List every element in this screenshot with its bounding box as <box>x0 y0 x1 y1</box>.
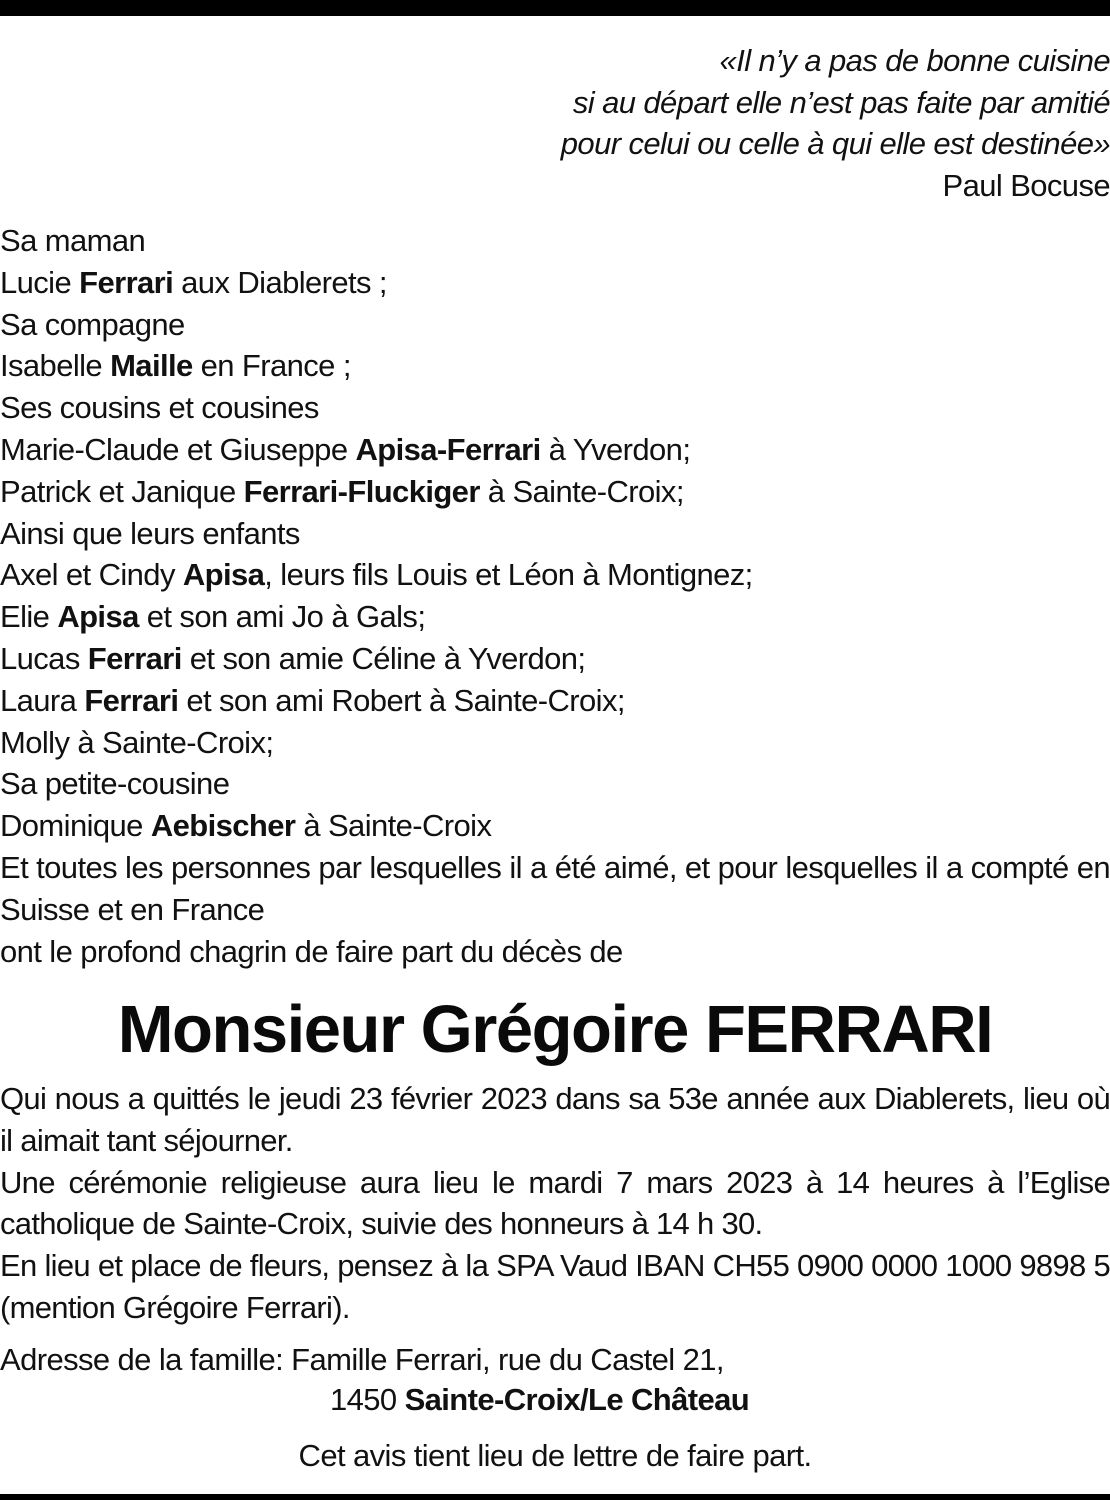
family-surname: Ferrari <box>84 682 179 718</box>
family-surname: Apisa <box>57 599 139 635</box>
family-line: Axel et Cindy Apisa, leurs fils Louis et Léon à Montignez; <box>0 557 753 593</box>
quote-author: Paul Bocuse <box>942 167 1110 203</box>
family-line: Sa compagne <box>0 306 185 342</box>
family-announcement <box>0 220 1110 972</box>
details-paragraph: En lieu et place de fleurs, pensez à la SPA Vaud IBAN CH55 0900 0000 1000 9898 5 (mention Grégoire Ferrari). <box>0 1248 1110 1325</box>
address-locality: Sainte-Croix/Le Château <box>404 1382 750 1417</box>
death-details <box>0 1078 1110 1329</box>
family-line: Isabelle Maille en France ; <box>0 348 351 384</box>
family-line: Lucas Ferrari et son amie Céline à Yverdon; <box>0 640 586 676</box>
details-paragraph: Qui nous a quittés le jeudi 23 février 2023 dans sa 53e année aux Diablerets, lieu où il aimait tant séjourner. <box>0 1081 1110 1158</box>
family-line: Lucie Ferrari aux Diablerets ; <box>0 264 387 300</box>
family-surname: Apisa-Ferrari <box>355 431 541 467</box>
family-address <box>0 1340 1110 1420</box>
family-line: Molly à Sainte-Croix; <box>0 724 274 760</box>
family-surname: Apisa <box>182 557 265 593</box>
address-line: Adresse de la famille: Famille Ferrari, rue du Castel 21, <box>0 1342 724 1377</box>
family-line: Laura Ferrari et son ami Robert à Sainte-Croix; <box>0 682 625 718</box>
closing-note: Cet avis tient lieu de lettre de faire part. <box>298 1438 812 1473</box>
epigraph-quote <box>410 40 1110 206</box>
family-surname: Maille <box>110 348 193 384</box>
family-line: Sa petite-cousine <box>0 766 230 802</box>
details-paragraph: Une cérémonie religieuse aura lieu le mardi 7 mars 2023 à 14 heures à l’Eglise catholique de Sainte-Croix, suivie des honneurs à 14 h 30. <box>0 1164 1110 1242</box>
bottom-rule <box>0 1494 1110 1500</box>
top-rule <box>0 0 1110 16</box>
family-surname: Ferrari <box>79 264 174 300</box>
quote-line: «Il n’y a pas de bonne cuisine <box>719 43 1110 78</box>
family-line: ont le profond chagrin de faire part du décès de <box>0 933 623 969</box>
family-line: Marie-Claude et Giuseppe Apisa-Ferrari à Yverdon; <box>0 431 691 467</box>
family-surname: Ferrari <box>87 640 182 676</box>
quote-line: si au départ elle n’est pas faite par amitié <box>572 84 1110 120</box>
deceased-name-heading: Monsieur Grégoire FERRARI <box>117 992 993 1067</box>
family-line: Et toutes les personnes par lesquelles il a été aimé, et pour lesquelles il a compté en Suisse et en France <box>0 849 1110 927</box>
family-surname: Aebischer <box>150 808 296 844</box>
address-line: 1450 Sainte-Croix/Le Château <box>330 1382 750 1417</box>
family-line: Elie Apisa et son ami Jo à Gals; <box>0 599 426 635</box>
family-line: Ses cousins et cousines <box>0 390 319 426</box>
family-line: Dominique Aebischer à Sainte-Croix <box>0 808 492 844</box>
quote-line: pour celui ou celle à qui elle est destinée» <box>560 126 1110 161</box>
family-line: Sa maman <box>0 223 146 258</box>
family-surname: Ferrari-Fluckiger <box>243 473 480 509</box>
family-line: Ainsi que leurs enfants <box>0 515 300 551</box>
family-line: Patrick et Janique Ferrari-Fluckiger à Sainte-Croix; <box>0 473 684 509</box>
